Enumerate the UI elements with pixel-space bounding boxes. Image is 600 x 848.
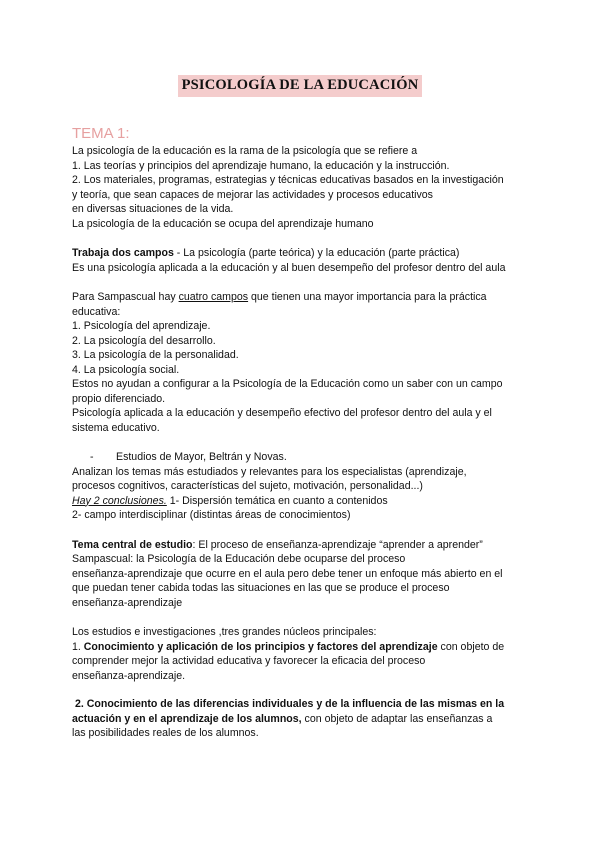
intro-line: 2. Los materiales, programas, estrategias y técnicas educativas basados en la investigación	[72, 174, 504, 186]
tema-central-line: que puedan tener cabida todas las situaciones en las que se produce el proceso	[72, 582, 450, 594]
tema-central-rest: : El proceso de enseñanza-aprendizaje “aprender a aprender”	[192, 538, 483, 551]
tema-central-line: enseñanza-aprendizaje que ocurre en el aula pero debe tener un enfoque más abierto en el	[72, 567, 503, 580]
tema-central-bold: Tema central de estudio	[72, 538, 193, 551]
intro-line: La psicología de la educación es la rama de la psicología que se refiere a	[72, 145, 418, 157]
sampascual-line: educativa:	[72, 305, 121, 318]
nucleo-1-rest: con objeto de	[437, 640, 505, 653]
intro-line: 1. Las teorías y principios del aprendizaje humano, la educación y la instrucción.	[72, 159, 450, 172]
list-item: 3. La psicología de la personalidad.	[72, 349, 239, 361]
intro-line: en diversas situaciones de la vida.	[72, 203, 234, 215]
nucleo-2-bold: actuación y en el aprendizaje de los alumnos,	[72, 712, 302, 725]
sampascual-pre: Para Sampascual hay	[72, 291, 179, 303]
sampascual-after-line: Psicología aplicada a la educación y desempeño efectivo del profesor dentro del aula y el	[72, 407, 492, 419]
estudios-line: 2- campo interdisciplinar (distintas áreas de conocimientos)	[72, 509, 351, 521]
sampascual-after-line: Estos no ayudan a configurar a la Psicología de la Educación como un saber con un campo	[72, 378, 503, 390]
nucleo-2-line: las posibilidades reales de los alumnos.	[72, 727, 259, 739]
trabaja-rest: - La psicología (parte teórica) y la educación (parte práctica)	[173, 247, 460, 259]
sampascual-post: que tienen una mayor importancia para la práctica	[248, 291, 487, 303]
nucleo-2-bold-line: 2. Conocimiento de las diferencias individuales y de la influencia de las mismas en la	[72, 698, 505, 710]
list-item: 4. La psicología social.	[72, 363, 180, 376]
conclusiones-rest: 1- Dispersión temática en cuanto a contenidos	[166, 494, 388, 507]
tema-central-line: Sampascual: la Psicología de la Educación debe ocuparse del proceso	[72, 553, 406, 565]
page-title: PSICOLOGÍA DE LA EDUCACIÓN	[178, 75, 423, 97]
intro-line: La psicología de la educación se ocupa del aprendizaje humano	[72, 217, 374, 230]
estudios-line: Analizan los temas más estudiados y relevantes para los especialistas (aprendizaje,	[72, 465, 467, 478]
intro-line: y teoría, que sean capaces de mejorar las actividades y procesos educativos	[72, 188, 433, 201]
nucleo-1-bold: Conocimiento y aplicación de los principios y factores del aprendizaje	[83, 640, 438, 653]
list-item: 1. Psicología del aprendizaje.	[72, 320, 211, 332]
nucleos-intro: Los estudios e investigaciones ,tres grandes núcleos principales:	[72, 626, 377, 638]
trabaja-paragraph	[72, 246, 534, 261]
nucleo-2-line	[72, 712, 534, 727]
cuatro-campos-underlined: cuatro campos	[178, 291, 249, 303]
sampascual-after-line: sistema educativo.	[72, 421, 160, 434]
sampascual-paragraph	[72, 290, 534, 305]
trabaja-line: Es una psicología aplicada a la educación y al buen desempeño del profesor dentro del aula	[72, 261, 506, 274]
dash-marker: -	[90, 451, 94, 463]
estudios-line: procesos cognitivos, características del sujeto, motivación, personalidad...)	[72, 480, 423, 492]
document-body	[72, 126, 534, 741]
trabaja-bold: Trabaja dos campos	[72, 247, 174, 259]
nucleo-1-line: comprender mejor la actividad educativa y favorecer la eficacia del proceso	[72, 655, 426, 667]
nucleo-1-line: enseñanza-aprendizaje.	[72, 669, 186, 682]
bullet-text: Estudios de Mayor, Beltrán y Novas.	[116, 451, 287, 463]
tema-central-line: enseñanza-aprendizaje	[72, 596, 183, 609]
conclusiones-label: Hay 2 conclusiones.	[72, 494, 167, 507]
sampascual-after-line: propio diferenciado.	[72, 392, 166, 405]
tema-central-paragraph	[72, 538, 534, 553]
list-item: 2. La psicología del desarrollo.	[72, 334, 216, 347]
conclusiones-line	[72, 494, 534, 509]
title-container	[0, 75, 600, 97]
section-heading: TEMA 1:	[72, 125, 130, 142]
nucleo-item-1	[72, 640, 534, 655]
nucleo-number: 1.	[72, 640, 84, 653]
bullet-item	[72, 450, 534, 465]
nucleo-2-rest: con objeto de adaptar las enseñanzas a	[301, 712, 493, 725]
